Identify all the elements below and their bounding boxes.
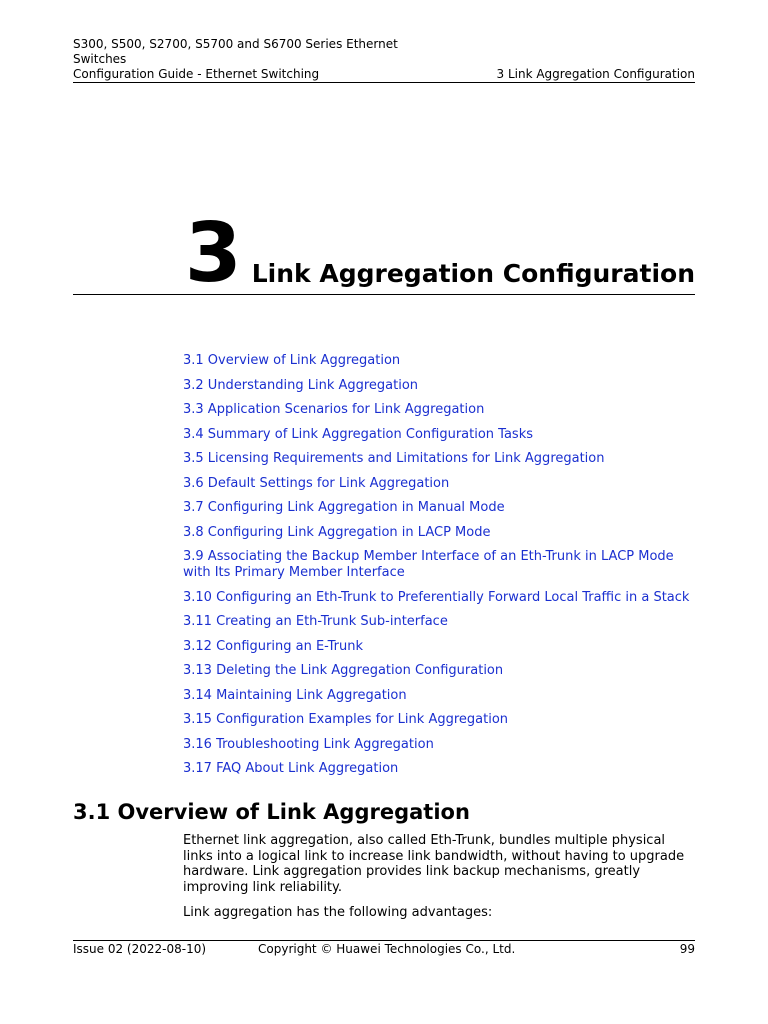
chapter-number: 3	[184, 206, 242, 301]
toc-link[interactable]: 3.1 Overview of Link Aggregation	[183, 353, 401, 368]
toc-link[interactable]: 3.12 Configuring an E-Trunk	[183, 638, 364, 654]
toc-link[interactable]: 3.3 Application Scenarios for Link Aggregation	[183, 402, 485, 417]
page-footer	[73, 942, 695, 957]
toc-link[interactable]: 3.6 Default Settings for Link Aggregation	[183, 475, 450, 491]
toc-link[interactable]: 3.17 FAQ About Link Aggregation	[183, 761, 399, 776]
footer-issue: Issue 02 (2022-08-10)	[73, 942, 207, 956]
header-product-line2: Switches	[73, 52, 127, 66]
body-paragraph: Ethernet link aggregation, also called Eth-Trunk, bundles multiple physical links into a logical link to increase link bandwidth, without having to upgrade hardware. Link aggregation provides link backup mechanisms, greatly improving link reliability.	[183, 833, 685, 895]
toc-link[interactable]: 3.2 Understanding Link Aggregation	[183, 377, 419, 393]
toc-link[interactable]: 3.8 Configuring Link Aggregation in LACP Mode	[183, 524, 491, 540]
header-divider	[73, 82, 695, 83]
body-paragraph: Link aggregation has the following advantages:	[183, 905, 493, 920]
chapter-heading	[73, 206, 695, 301]
table-of-contents	[183, 353, 695, 786]
toc-link[interactable]: 3.9 Associating the Backup Member Interface of an Eth-Trunk in LACP Mode with Its Primary Member Interface	[183, 549, 674, 580]
toc-link[interactable]: 3.13 Deleting the Link Aggregation Configuration	[183, 663, 504, 678]
toc-link[interactable]: 3.7 Configuring Link Aggregation in Manual Mode	[183, 500, 505, 515]
section-body	[183, 833, 695, 931]
header-chapter-title: 3 Link Aggregation Configuration	[496, 67, 695, 81]
toc-link[interactable]: 3.15 Configuration Examples for Link Aggregation	[183, 712, 509, 727]
page-header	[73, 37, 695, 82]
toc-link[interactable]: 3.11 Creating an Eth-Trunk Sub-interface	[183, 614, 448, 629]
footer-copyright: Copyright © Huawei Technologies Co., Ltd.	[258, 942, 516, 956]
toc-link[interactable]: 3.16 Troubleshooting Link Aggregation	[183, 736, 434, 752]
toc-link[interactable]: 3.4 Summary of Link Aggregation Configuration Tasks	[183, 426, 534, 442]
header-guide-title: Configuration Guide - Ethernet Switching	[73, 67, 320, 81]
footer-page-number: 99	[679, 942, 695, 956]
footer-divider	[73, 940, 695, 941]
toc-link[interactable]: 3.10 Configuring an Eth-Trunk to Preferentially Forward Local Traffic in a Stack	[183, 589, 690, 605]
toc-link[interactable]: 3.5 Licensing Requirements and Limitations for Link Aggregation	[183, 451, 605, 466]
header-row	[73, 67, 695, 82]
chapter-divider	[73, 294, 695, 295]
chapter-title: Link Aggregation Configuration	[251, 259, 695, 288]
section-heading: 3.1 Overview of Link Aggregation	[73, 800, 470, 824]
toc-link[interactable]: 3.14 Maintaining Link Aggregation	[183, 687, 407, 703]
header-product-line1: S300, S500, S2700, S5700 and S6700 Series Ethernet	[73, 37, 398, 51]
